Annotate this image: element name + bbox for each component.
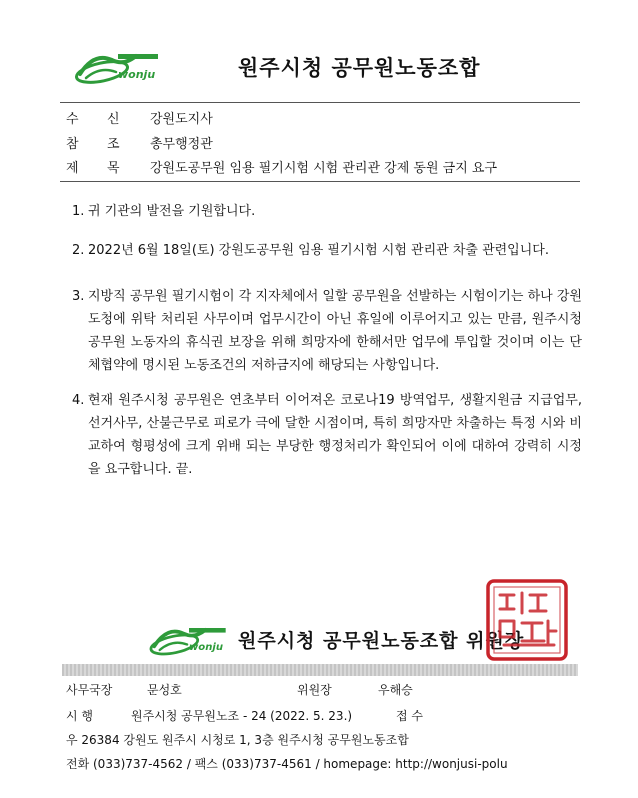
subject-value: 강원도공무원 임용 필기시험 시험 관리관 강제 동원 금지 요구 [150,161,498,176]
top-divider [60,102,580,103]
footer-divider-band [62,664,578,676]
subject-row [60,157,580,179]
reference-label-1: 참 [66,137,79,152]
enforce-label: 시 행 [66,709,93,723]
paragraph-4 [72,389,582,481]
paragraph-1 [72,200,582,223]
union-logo-bottom [143,617,235,661]
reference-row [60,133,580,155]
recipient-row [60,108,580,130]
paragraph-text: 2022년 6월 18일(토) 강원도공무원 임용 필기시험 시험 관리관 차출 관련입니다. [88,243,549,258]
recipient-label-2: 신 [107,112,120,127]
paragraph-text: 현재 원주시청 공무원은 연초부터 이어져온 코로나19 방역업무, 생활지원금 지급업무, 선거사무, 산불근무로 피로가 극에 달한 시점이며, 특히 희망자만 차출하는 특정 시와 비교하여 형평성에 크게 위배 되는 부당한 행정처리가 확인되어 이에 대하여 강력히 시정을 요구합니다. 끝. [88,393,582,477]
union-logo [72,42,164,90]
paragraph-2 [72,239,582,262]
meta-divider [60,181,580,182]
paragraph-number: 1. [72,204,85,219]
official-seal-stamp [484,577,570,663]
subject-label-2: 목 [107,161,120,176]
reference-value: 총무행정관 [150,137,213,152]
paragraph-3 [72,285,582,377]
paragraph-text: 지방직 공무원 필기시험이 각 지자체에서 일할 공무원을 선발하는 시험이기는 하나 강원도청에 위탁 처리된 사무이며 업무시간이 아닌 휴일에 이루어지고 있는 만큼, 원주시청 공무원 노동자의 휴식권 보장을 위해 희망자에 한해서만 업무에 투입할 것이며 이는 단체협약에 명시된 노동조건의 저하금지에 해당되는 사항입니다. [88,289,582,373]
subject-label-1: 제 [66,161,79,176]
receipt-label: 접 수 [396,709,423,723]
recipient-value: 강원도지사 [150,112,213,127]
signature-title: 원주시청 공무원노동조합 위원장 [238,630,525,652]
paragraph-number: 4. [72,393,85,408]
address-line: 우 26384 강원도 원주시 시청로 1, 3층 원주시청 공무원노동조합 [66,733,409,747]
paragraph-number: 2. [72,243,85,258]
secretary-name: 문성호 [147,683,182,697]
logo-text-bottom: wonju [189,642,224,653]
contact-line: 전화 (033)737-4562 / 팩스 (033)737-4561 / homepage: http://wonjusi-polu [66,757,508,771]
paragraph-text: 귀 기관의 발전을 기원합니다. [88,204,256,219]
logo-text: wonju [118,68,156,81]
chair-name: 우해승 [378,683,413,697]
paragraph-number: 3. [72,289,85,304]
reference-label-2: 조 [107,137,120,152]
enforce-value: 원주시청 공무원노조 - 24 (2022. 5. 23.) [131,709,353,723]
secretary-label: 사무국장 [66,683,113,697]
org-title: 원주시청 공무원노동조합 [238,56,481,80]
recipient-label-1: 수 [66,112,79,127]
chair-label: 위원장 [297,683,332,697]
